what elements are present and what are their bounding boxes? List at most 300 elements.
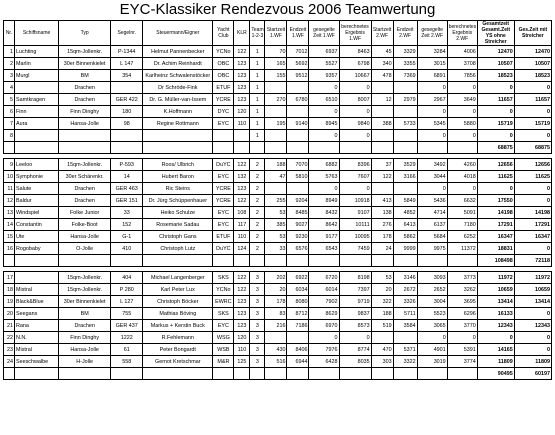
table-row xyxy=(4,46,552,58)
table-cell: O-Jolle xyxy=(59,243,111,255)
table-cell: 12343 xyxy=(514,320,551,332)
column-header: berechnetes Ergebnis 2.WF xyxy=(447,21,477,46)
table-row xyxy=(4,284,552,296)
table-cell: EYC xyxy=(213,219,234,231)
table-cell xyxy=(15,130,59,142)
table-cell: 15qm-Jollenkr. xyxy=(59,159,111,171)
table-cell: Karlheinz Schwalenstöcker xyxy=(143,70,213,82)
table-row xyxy=(4,231,552,243)
table-cell: 6922 xyxy=(287,272,309,284)
table-cell: 0 xyxy=(339,82,371,94)
table-cell: 5810 xyxy=(287,171,309,183)
table-cell xyxy=(111,130,143,142)
table-cell: 12343 xyxy=(477,320,514,332)
table-cell: 11809 xyxy=(514,356,551,368)
table-cell: N.N. xyxy=(15,332,59,344)
table-cell: OBC xyxy=(213,70,234,82)
table-cell: 14 xyxy=(111,171,143,183)
table-cell: DuYC xyxy=(213,243,234,255)
table-cell xyxy=(287,130,309,142)
table-row xyxy=(4,272,552,284)
table-cell: 15qm-Jollenkr. xyxy=(59,46,111,58)
table-cell: 216 xyxy=(265,320,287,332)
table-cell: 755 xyxy=(111,308,143,320)
table-cell: 4852 xyxy=(393,207,417,219)
table-cell: 276 xyxy=(371,219,393,231)
table-cell: 17550 xyxy=(477,195,514,207)
table-cell: 7180 xyxy=(447,219,477,231)
table-cell xyxy=(393,183,417,195)
table-cell: 7 xyxy=(4,118,15,130)
table-cell: 8949 xyxy=(309,195,339,207)
table-cell: 7607 xyxy=(339,171,371,183)
table-cell: 5345 xyxy=(417,118,447,130)
table-cell xyxy=(15,272,59,284)
table-cell: 0 xyxy=(309,130,339,142)
table-cell: 5684 xyxy=(417,231,447,243)
table-cell: Luchting xyxy=(15,46,59,58)
table-cell: 3146 xyxy=(393,272,417,284)
table-cell: 3326 xyxy=(393,296,417,308)
table-cell: 3329 xyxy=(393,46,417,58)
table-cell: 12656 xyxy=(514,159,551,171)
table-cell: 3584 xyxy=(393,320,417,332)
table-cell: Karl Peter Lux xyxy=(143,284,213,296)
table-cell: Mistral xyxy=(15,284,59,296)
column-header: Typ xyxy=(59,21,111,46)
column-header: Gesamtzeit Gesamt.Zeit YS ohne Streicher xyxy=(477,21,514,46)
table-cell: Heiko Schulze xyxy=(143,207,213,219)
table-row xyxy=(4,118,552,130)
table-cell: 0 xyxy=(514,106,551,118)
table-cell xyxy=(265,106,287,118)
table-cell: Mistral xyxy=(15,344,59,356)
column-header: Steuermann/Eigner xyxy=(143,21,213,46)
table-cell: Seegans xyxy=(15,308,59,320)
table-cell: 0 xyxy=(514,183,551,195)
table-cell: 195 xyxy=(265,118,287,130)
table-cell: L 147 xyxy=(111,58,143,70)
table-cell: 7976 xyxy=(309,344,339,356)
table-cell: 10507 xyxy=(514,58,551,70)
table-cell: 83 xyxy=(265,308,287,320)
table-cell: YCRE xyxy=(213,195,234,207)
table-cell: 3 xyxy=(250,344,265,356)
table-cell: 0 xyxy=(447,82,477,94)
table-cell: 3695 xyxy=(447,296,477,308)
table-cell: Hansa-Jolle xyxy=(59,344,111,356)
table-cell: 7369 xyxy=(393,70,417,82)
table-cell: 24 xyxy=(371,243,393,255)
table-cell: 117 xyxy=(234,219,250,231)
table-cell: 7902 xyxy=(309,296,339,308)
table-cell: Leeloo xyxy=(15,159,59,171)
table-cell: 3 xyxy=(250,272,265,284)
table-cell: 2979 xyxy=(393,94,417,106)
column-header: Segelnr. xyxy=(111,21,143,46)
table-row xyxy=(4,130,552,142)
table-cell xyxy=(213,130,234,142)
table-row xyxy=(4,308,552,320)
table-cell: 19 xyxy=(4,296,15,308)
table-cell: 53 xyxy=(265,207,287,219)
table-cell: 413 xyxy=(371,195,393,207)
table-cell: 5523 xyxy=(417,308,447,320)
table-cell: 1 xyxy=(250,70,265,82)
table-cell: 4 xyxy=(4,82,15,94)
column-header: Endzeit 2.WF xyxy=(393,21,417,46)
table-cell: 110 xyxy=(234,344,250,356)
table-cell: 0 xyxy=(477,130,514,142)
table-cell: L 127 xyxy=(111,296,143,308)
table-cell: 16 xyxy=(4,243,15,255)
table-cell: 0 xyxy=(514,130,551,142)
table-cell: 23 xyxy=(4,344,15,356)
table-cell: 478 xyxy=(371,70,393,82)
table-cell: 6937 xyxy=(309,46,339,58)
table-cell: 15qm-Jollenkr. xyxy=(59,272,111,284)
table-cell: 2 xyxy=(250,219,265,231)
table-cell: 10095 xyxy=(339,231,371,243)
table-row xyxy=(4,219,552,231)
table-cell: 8035 xyxy=(339,356,371,368)
table-cell: 8463 xyxy=(339,46,371,58)
table-cell: 0 xyxy=(309,82,339,94)
table-cell: Helmut Pannenbecker xyxy=(143,46,213,58)
table-cell: Rogobaby xyxy=(15,243,59,255)
table-cell: 6510 xyxy=(309,94,339,106)
table-cell: 9719 xyxy=(339,296,371,308)
table-cell: 0 xyxy=(514,82,551,94)
table-cell: 30er Binnenkielet xyxy=(59,58,111,70)
table-cell: 3355 xyxy=(393,58,417,70)
table-cell: 10659 xyxy=(514,284,551,296)
table-cell: Baldur xyxy=(15,195,59,207)
table-cell: 7397 xyxy=(339,284,371,296)
table-cell: 9027 xyxy=(287,219,309,231)
table-cell: 14198 xyxy=(514,207,551,219)
table-cell: 33 xyxy=(111,207,143,219)
table-cell: 122 xyxy=(234,272,250,284)
table-cell xyxy=(287,332,309,344)
table-cell: YCNo xyxy=(213,46,234,58)
table-cell: 70 xyxy=(265,46,287,58)
table-cell: 0 xyxy=(477,106,514,118)
table-cell: 8080 xyxy=(287,296,309,308)
table-cell: 45 xyxy=(371,46,393,58)
table-cell: Finn Dinghy xyxy=(59,332,111,344)
table-cell: 14 xyxy=(4,219,15,231)
table-cell: 20 xyxy=(371,284,393,296)
team-total-cell: 72118 xyxy=(514,255,551,267)
table-cell: 2 xyxy=(250,207,265,219)
table-cell: 155 xyxy=(265,70,287,82)
table-cell: 0 xyxy=(417,82,447,94)
table-cell: 10 xyxy=(4,171,15,183)
table-cell: Ute xyxy=(15,231,59,243)
table-cell: 354 xyxy=(111,70,143,82)
table-cell: P-593 xyxy=(111,159,143,171)
table-cell: 322 xyxy=(371,296,393,308)
table-cell: 8573 xyxy=(339,320,371,332)
table-cell: 120 xyxy=(234,106,250,118)
table-cell xyxy=(111,82,143,94)
table-cell: Hansa-Jolle xyxy=(59,118,111,130)
table-cell: 4901 xyxy=(417,344,447,356)
table-cell xyxy=(371,106,393,118)
table-cell: 152 xyxy=(111,219,143,231)
table-cell: 11625 xyxy=(514,171,551,183)
table-cell: Black&Blue xyxy=(15,296,59,308)
table-cell: 2 xyxy=(4,58,15,70)
table-cell: 558 xyxy=(111,356,143,368)
table-cell: GER 463 xyxy=(111,183,143,195)
table-cell: DuYC xyxy=(213,159,234,171)
table-cell: 6632 xyxy=(447,195,477,207)
table-cell: 1222 xyxy=(111,332,143,344)
table-cell: 3004 xyxy=(417,296,447,308)
table-cell xyxy=(371,130,393,142)
table-cell: Christoph Lutz xyxy=(143,243,213,255)
table-cell: 0 xyxy=(447,332,477,344)
table-cell xyxy=(234,130,250,142)
table-cell: 2 xyxy=(250,183,265,195)
table-cell: 17291 xyxy=(514,219,551,231)
table-cell: OBC xyxy=(213,58,234,70)
table-cell: 5436 xyxy=(417,195,447,207)
table-cell: 5862 xyxy=(393,231,417,243)
table-cell: Salute xyxy=(15,183,59,195)
table-cell: 9140 xyxy=(287,118,309,130)
table-cell: 3529 xyxy=(393,159,417,171)
table-cell: 1 xyxy=(250,130,265,142)
table-cell: 9230 xyxy=(287,231,309,243)
table-cell: 18523 xyxy=(514,70,551,82)
table-cell: Christoph Gans xyxy=(143,231,213,243)
table-cell: 0 xyxy=(514,308,551,320)
table-cell: 20 xyxy=(265,284,287,296)
table-cell: 124 xyxy=(234,243,250,255)
table-cell: 125 xyxy=(234,356,250,368)
table-cell: 430 xyxy=(265,344,287,356)
table-cell: 178 xyxy=(265,296,287,308)
table-cell: 9840 xyxy=(339,118,371,130)
table-cell: Drachen xyxy=(59,94,111,106)
table-cell: 165 xyxy=(265,58,287,70)
table-cell: 388 xyxy=(371,118,393,130)
table-cell: Rosemarie Sadau xyxy=(143,219,213,231)
table-cell: 516 xyxy=(265,356,287,368)
table-cell: 0 xyxy=(339,106,371,118)
table-cell: 6970 xyxy=(309,320,339,332)
table-cell: Drachen xyxy=(59,183,111,195)
table-cell: Roos/ Ulbrich xyxy=(143,159,213,171)
table-cell: P 280 xyxy=(111,284,143,296)
table-cell: ETUF xyxy=(213,82,234,94)
table-cell: 122 xyxy=(234,159,250,171)
table-cell xyxy=(265,332,287,344)
table-cell: 0 xyxy=(417,106,447,118)
column-header: Team 1-2-3 xyxy=(250,21,265,46)
table-cell: 4714 xyxy=(417,207,447,219)
table-cell: 6 xyxy=(4,106,15,118)
table-cell: P-1344 xyxy=(111,46,143,58)
table-cell xyxy=(265,183,287,195)
table-cell: 123 xyxy=(234,58,250,70)
table-cell: 3649 xyxy=(447,94,477,106)
table-cell: 4018 xyxy=(447,171,477,183)
table-cell: 5391 xyxy=(447,344,477,356)
table-cell xyxy=(143,130,213,142)
table-cell: 385 xyxy=(265,219,287,231)
table-row xyxy=(4,171,552,183)
table-cell: 470 xyxy=(371,344,393,356)
table-cell: 122 xyxy=(234,195,250,207)
table-cell: 123 xyxy=(234,183,250,195)
column-header: Startzeit 2.WF xyxy=(371,21,393,46)
table-cell: 6413 xyxy=(393,219,417,231)
table-cell: 0 xyxy=(514,344,551,356)
table-row xyxy=(4,70,552,82)
table-cell: 12 xyxy=(4,195,15,207)
table-cell: Rana xyxy=(15,320,59,332)
table-cell: 3 xyxy=(4,70,15,82)
header-row xyxy=(4,21,552,46)
table-cell: 7012 xyxy=(287,46,309,58)
table-cell: Michael Langenberger xyxy=(143,272,213,284)
table-cell: 3773 xyxy=(447,272,477,284)
table-cell: 340 xyxy=(371,58,393,70)
table-cell: 9 xyxy=(4,159,15,171)
table-cell: 12470 xyxy=(477,46,514,58)
table-cell: 12470 xyxy=(514,46,551,58)
table-row xyxy=(4,106,552,118)
table-cell: DYC xyxy=(213,106,234,118)
table-cell: 11809 xyxy=(477,356,514,368)
table-cell: WSB xyxy=(213,344,234,356)
column-header: Endzeit 1.WF xyxy=(287,21,309,46)
table-cell xyxy=(265,130,287,142)
table-row xyxy=(4,296,552,308)
table-cell: 122 xyxy=(234,284,250,296)
table-cell: 1 xyxy=(250,118,265,130)
table-cell: 0 xyxy=(417,130,447,142)
table-cell: 8485 xyxy=(287,207,309,219)
table-cell: 2652 xyxy=(417,284,447,296)
table-cell: Dr. Achim Reinhardt xyxy=(143,58,213,70)
table-cell: 11657 xyxy=(514,94,551,106)
table-cell: 6891 xyxy=(417,70,447,82)
table-cell: Mathias Böving xyxy=(143,308,213,320)
table-cell: Folke Junior xyxy=(59,207,111,219)
table-cell: 1 xyxy=(250,82,265,94)
results-table xyxy=(3,20,552,380)
table-cell: 0 xyxy=(309,183,339,195)
table-cell: 10111 xyxy=(339,219,371,231)
table-cell: G-1 xyxy=(111,231,143,243)
table-cell: Markus + Kerstin Buck xyxy=(143,320,213,332)
column-header: Schiffsname xyxy=(15,21,59,46)
table-cell: 18523 xyxy=(477,70,514,82)
table-cell: 110 xyxy=(234,231,250,243)
table-cell: 9357 xyxy=(309,70,339,82)
table-cell: 188 xyxy=(265,159,287,171)
table-cell: 5711 xyxy=(393,308,417,320)
table-cell xyxy=(393,332,417,344)
table-cell: 8642 xyxy=(309,219,339,231)
table-cell: 15719 xyxy=(514,118,551,130)
table-cell: 20 xyxy=(4,308,15,320)
table-cell: SKS xyxy=(213,308,234,320)
table-cell: 53 xyxy=(371,272,393,284)
table-cell: 3015 xyxy=(417,58,447,70)
table-cell: 6882 xyxy=(309,159,339,171)
table-cell: 9999 xyxy=(393,243,417,255)
table-cell: YCNo xyxy=(213,284,234,296)
table-cell: 123 xyxy=(234,82,250,94)
table-cell: 3 xyxy=(250,296,265,308)
table-cell: 0 xyxy=(514,195,551,207)
table-cell: 11372 xyxy=(447,243,477,255)
table-cell: 3 xyxy=(250,320,265,332)
table-cell xyxy=(371,332,393,344)
table-cell: 61 xyxy=(111,344,143,356)
table-cell: 10507 xyxy=(477,58,514,70)
table-cell: Regine Rottmann xyxy=(143,118,213,130)
table-row xyxy=(4,82,552,94)
table-cell: 2 xyxy=(250,243,265,255)
table-cell: 7856 xyxy=(447,70,477,82)
table-cell: 17 xyxy=(4,272,15,284)
table-cell xyxy=(393,82,417,94)
table-cell xyxy=(393,106,417,118)
table-cell: 180 xyxy=(111,106,143,118)
table-cell: 0 xyxy=(477,82,514,94)
table-cell: R.Fehlemann xyxy=(143,332,213,344)
team-total-row xyxy=(4,368,552,380)
table-cell: EYC xyxy=(213,207,234,219)
table-cell: 9837 xyxy=(339,308,371,320)
table-cell: 37 xyxy=(371,159,393,171)
table-cell: YCRE xyxy=(213,183,234,195)
table-cell: 16133 xyxy=(477,308,514,320)
table-cell: 0 xyxy=(309,106,339,118)
team-total-cell: 90495 xyxy=(477,368,514,380)
table-cell: 18 xyxy=(4,284,15,296)
table-cell: 30er Binnenkielet xyxy=(59,296,111,308)
table-cell: 9204 xyxy=(287,195,309,207)
table-cell: 3322 xyxy=(393,356,417,368)
table-cell: ETUF xyxy=(213,231,234,243)
table-cell: 13 xyxy=(4,207,15,219)
table-cell: 0 xyxy=(339,183,371,195)
table-cell: Samtkragen xyxy=(15,94,59,106)
table-cell: 7459 xyxy=(339,243,371,255)
table-cell xyxy=(15,82,59,94)
table-cell: GER 151 xyxy=(111,195,143,207)
table-cell: 0 xyxy=(417,183,447,195)
table-cell: YCRE xyxy=(213,94,234,106)
table-cell: 15 xyxy=(4,231,15,243)
table-cell: 5527 xyxy=(309,58,339,70)
table-cell: 8432 xyxy=(309,207,339,219)
table-cell: BM xyxy=(59,308,111,320)
table-cell: Symphonie xyxy=(15,171,59,183)
table-row xyxy=(4,356,552,368)
table-cell: 3262 xyxy=(447,284,477,296)
table-cell: Aura xyxy=(15,118,59,130)
table-cell: 10918 xyxy=(339,195,371,207)
